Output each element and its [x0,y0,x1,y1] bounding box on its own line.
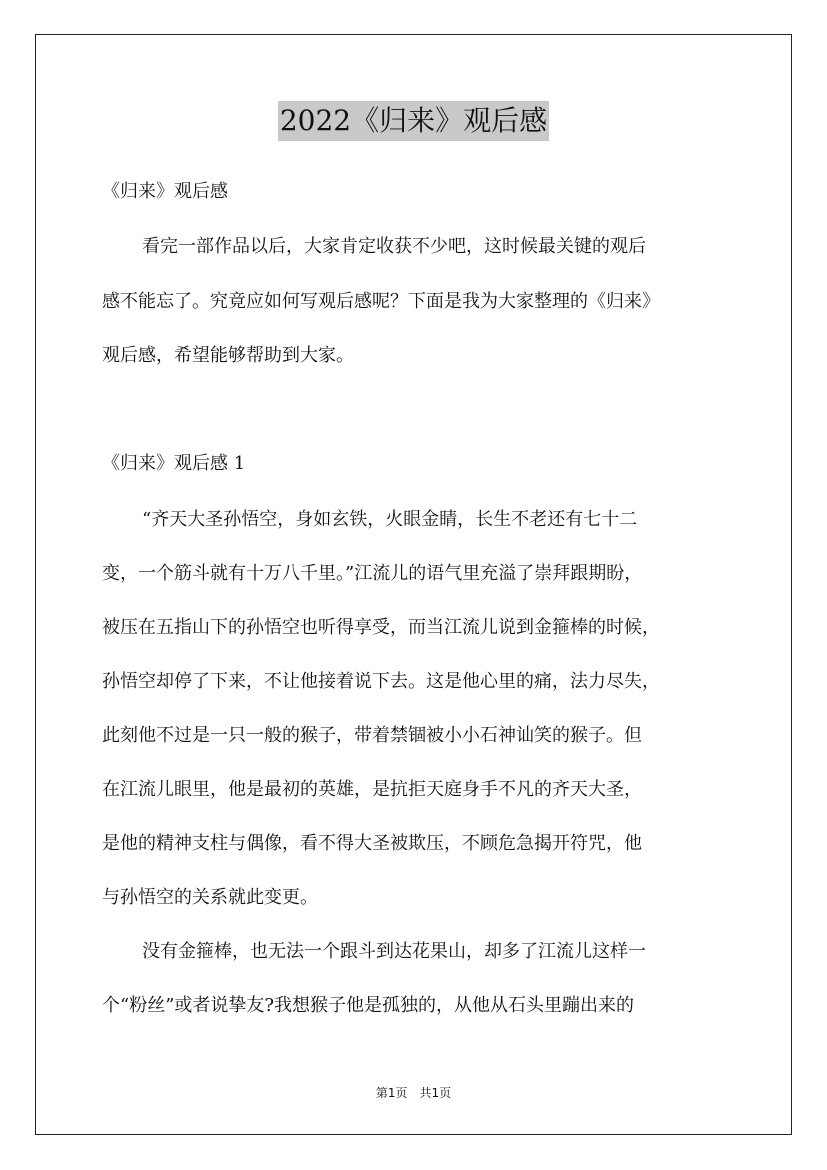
page-footer: 第1页 共1页 [375,1086,452,1100]
intro-line: 看完一部作品以后，大家肯定收获不少吧，这时候最关键的观后 [142,236,646,257]
paragraph-line: 个“粉丝”或者说挚友?我想猴子他是孤独的，从他从石头里蹦出来的 [102,995,635,1016]
paragraph-line: 在江流儿眼里，他是最初的英雄，是抗拒天庭身手不凡的齐天大圣， [102,779,642,800]
title-wrap [0,101,827,141]
paragraph-line: 没有金箍棒，也无法一个跟斗到达花果山，却多了江流儿这样一 [142,941,646,962]
document-title: 2022《归来》观后感 [278,101,549,141]
paragraph-line: 是他的精神支柱与偶像，看不得大圣被欺压，不顾危急揭开符咒，他 [102,833,642,854]
section-heading: 《归来》观后感 1 [102,453,246,474]
intro-line: 观后感，希望能够帮助到大家。 [102,345,354,366]
paragraph-line: 与孙悟空的关系就此变更。 [102,887,318,908]
paragraph-line: 变，一个筋斗就有十万八千里。”江流儿的语气里充溢了崇拜跟期盼， [102,563,643,584]
paragraph-line: 被压在五指山下的孙悟空也听得享受，而当江流儿说到金箍棒的时候， [102,617,660,638]
intro-line: 感不能忘了。究竟应如何写观后感呢？下面是我为大家整理的《归来》 [102,291,660,312]
paragraph-line: “齐天大圣孙悟空，身如玄铁，火眼金睛，长生不老还有七十二 [142,509,638,530]
subtitle: 《归来》观后感 [102,181,228,202]
paragraph-line: 孙悟空却停了下来，不让他接着说下去。这是他心里的痛，法力尽失， [102,671,660,692]
paragraph-line: 此刻他不过是一只一般的猴子，带着禁锢被小小石神讪笑的猴子。但 [102,725,642,746]
